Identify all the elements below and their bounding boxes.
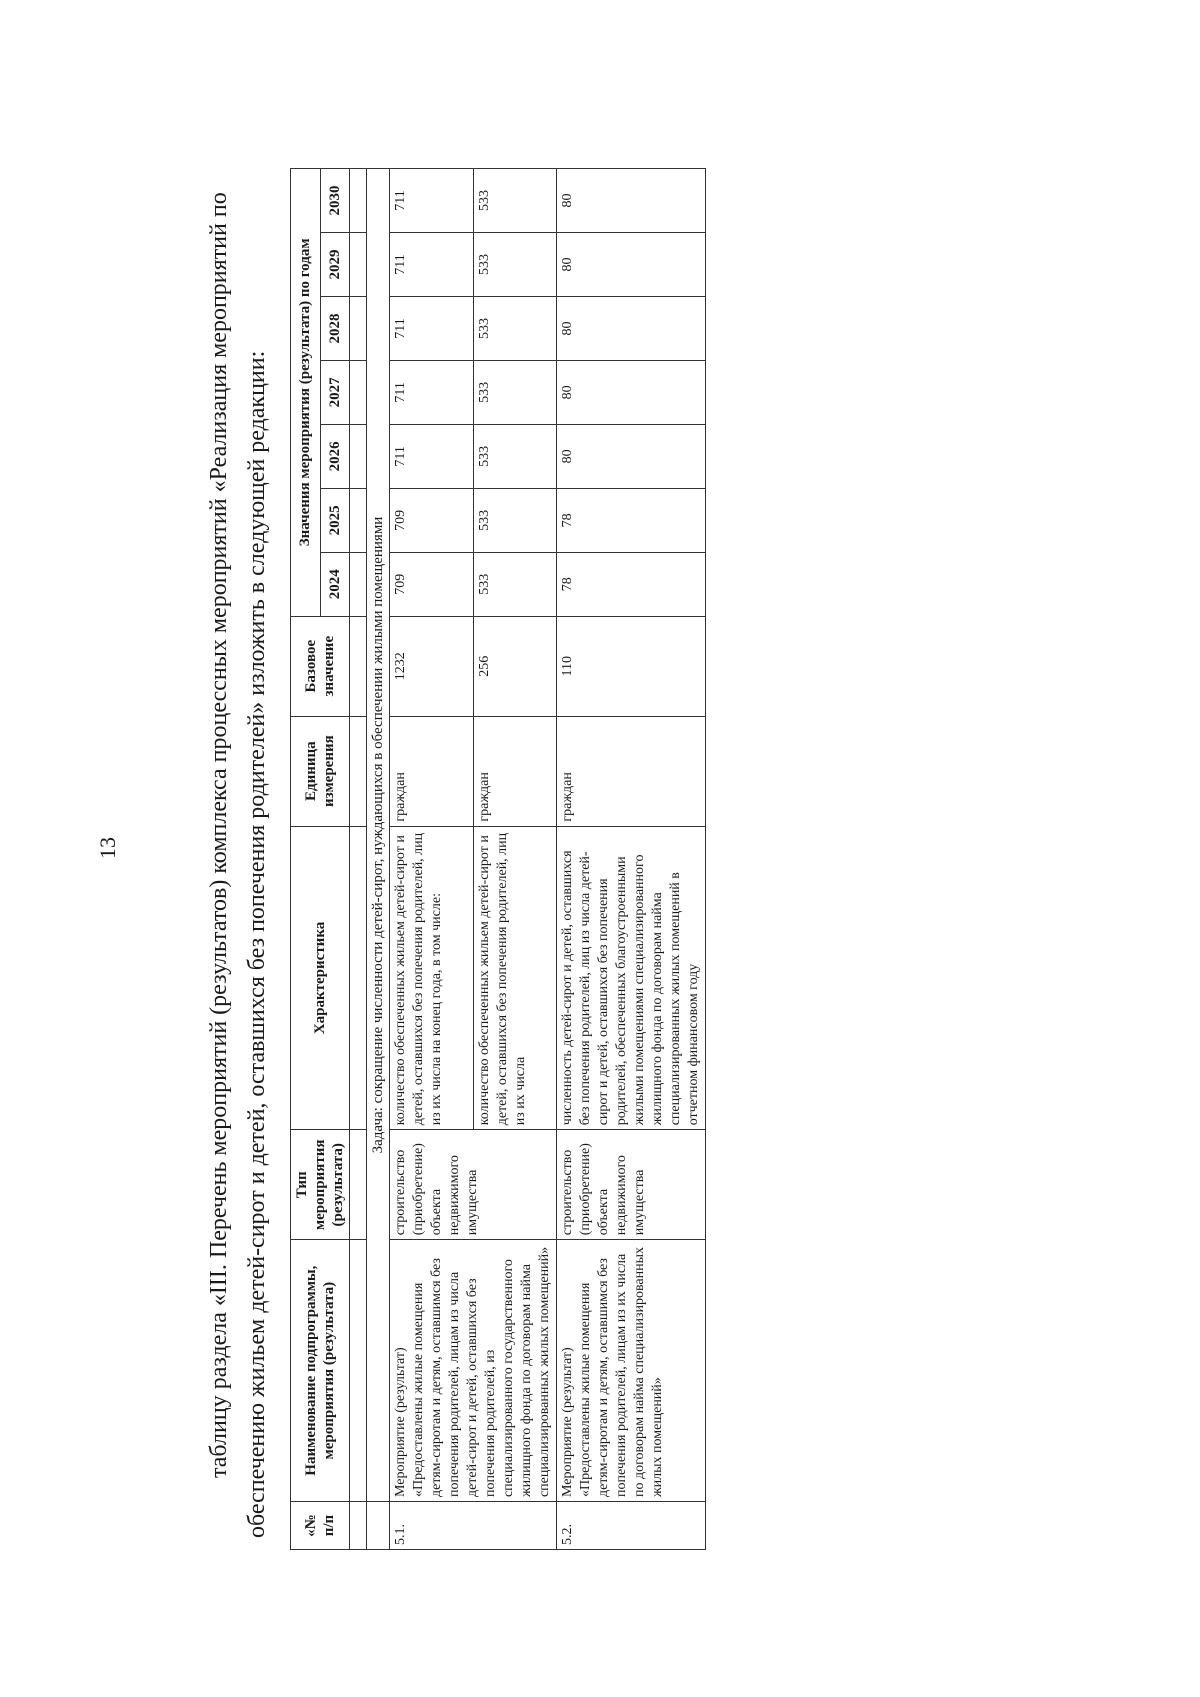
- row-value: 709: [390, 488, 474, 552]
- header-type: Тип мероприятия (результата): [291, 1130, 350, 1240]
- row-name: Мероприятие (результат) «Предоставлены жилые помещения детям-сиротам и детям, оставшимся без попечения родителей, лицам из их числа по договорам найма специализированных жилых помещений»: [557, 1240, 706, 1502]
- row-characteristic: количество обеспеченных жильем детей-сирот и детей, оставшихся без попечения родителей, лиц из их числа на конец года, в том числе:: [390, 826, 474, 1130]
- header-year: 2030: [320, 169, 350, 233]
- row-value: 80: [557, 360, 706, 424]
- intro-text: таблицу раздела «III. Перечень мероприятий (результатов) комплекса процессных мероприятий «Реализация мероприятий по обеспечению жильем детей-сирот и детей, оставшихся без попечения родителей» изложить в следующей редакции:: [206, 192, 270, 1538]
- row-num: 5.2.: [557, 1502, 706, 1550]
- header-unit: Единица измерения: [291, 716, 350, 826]
- header-year: 2026: [320, 424, 350, 488]
- row-base: 256: [473, 616, 557, 716]
- row-value: 711: [390, 424, 474, 488]
- row-value: 533: [473, 424, 557, 488]
- row-value: 80: [557, 169, 706, 233]
- measures-table: [290, 168, 706, 1550]
- header-year: 2029: [320, 233, 350, 297]
- row-value: 709: [390, 552, 474, 616]
- rotated-content: [150, 98, 1050, 1598]
- row-base: 1232: [390, 616, 474, 716]
- row-unit: граждан: [557, 716, 706, 826]
- row-value: 711: [390, 296, 474, 360]
- row-value: 533: [473, 488, 557, 552]
- row-base: 110: [557, 616, 706, 716]
- row-value: 80: [557, 424, 706, 488]
- task-row: [367, 169, 390, 1550]
- row-value: 711: [390, 233, 474, 297]
- header-values-group: Значения мероприятия (результата) по годам: [291, 169, 321, 617]
- header-year: 2024: [320, 552, 350, 616]
- header-year: 2028: [320, 296, 350, 360]
- row-unit: граждан: [473, 716, 557, 826]
- header-year: 2027: [320, 360, 350, 424]
- row-value: 533: [473, 169, 557, 233]
- row-value: 78: [557, 552, 706, 616]
- header-characteristic: Характеристика: [291, 826, 350, 1130]
- header-year: 2025: [320, 488, 350, 552]
- row-type: строительство (приобретение) объекта недвижимого имущества: [390, 1130, 557, 1240]
- row-value: 711: [390, 169, 474, 233]
- row-value: 533: [473, 296, 557, 360]
- row-characteristic: численность детей-сирот и детей, оставшихся без попечения родителей, лиц из числа детей-сирот и детей, оставшихся без попечения родителей, обеспеченных благоустроенными жилыми помещениями специализированного жилищного фонда по договорам найма специализированных жилых помещений в отчетном финансовом году: [557, 826, 706, 1130]
- row-value: 80: [557, 233, 706, 297]
- row-name: Мероприятие (результат) «Предоставлены жилые помещения детям-сиротам и детям, оставшимся без попечения родителей, лицам из числа детей-сирот и детей, оставшихся без попечения родителей, из специализированного государственного жилищного фонда по договорам найма специализированных жилых помещений»: [390, 1240, 557, 1502]
- row-num: 5.1.: [390, 1502, 557, 1550]
- table-row: [390, 169, 474, 1550]
- row-value: 78: [557, 488, 706, 552]
- row-value: 533: [473, 552, 557, 616]
- header-row-1: [291, 169, 321, 1550]
- page-number: 13: [95, 837, 120, 859]
- row-value: 711: [390, 360, 474, 424]
- header-num: «№ п/п: [291, 1502, 350, 1550]
- row-type: строительство (приобретение) объекта недвижимого имущества: [557, 1130, 706, 1240]
- row-characteristic: количество обеспеченных жильем детей-сирот и детей, оставшихся без попечения родителей, лиц из их числа: [473, 826, 557, 1130]
- header-name: Наименование подпрограммы, мероприятия (результата): [291, 1240, 350, 1502]
- row-value: 80: [557, 296, 706, 360]
- header-base: Базовое значение: [291, 616, 350, 716]
- row-unit: граждан: [390, 716, 474, 826]
- row-value: 533: [473, 360, 557, 424]
- task-text: Задача: сокращение численности детей-сирот, нуждающихся в обеспечении жилыми помещениями: [367, 169, 390, 1502]
- row-value: 533: [473, 233, 557, 297]
- table-row: [557, 169, 706, 1550]
- empty-spacer-row: [350, 169, 367, 1550]
